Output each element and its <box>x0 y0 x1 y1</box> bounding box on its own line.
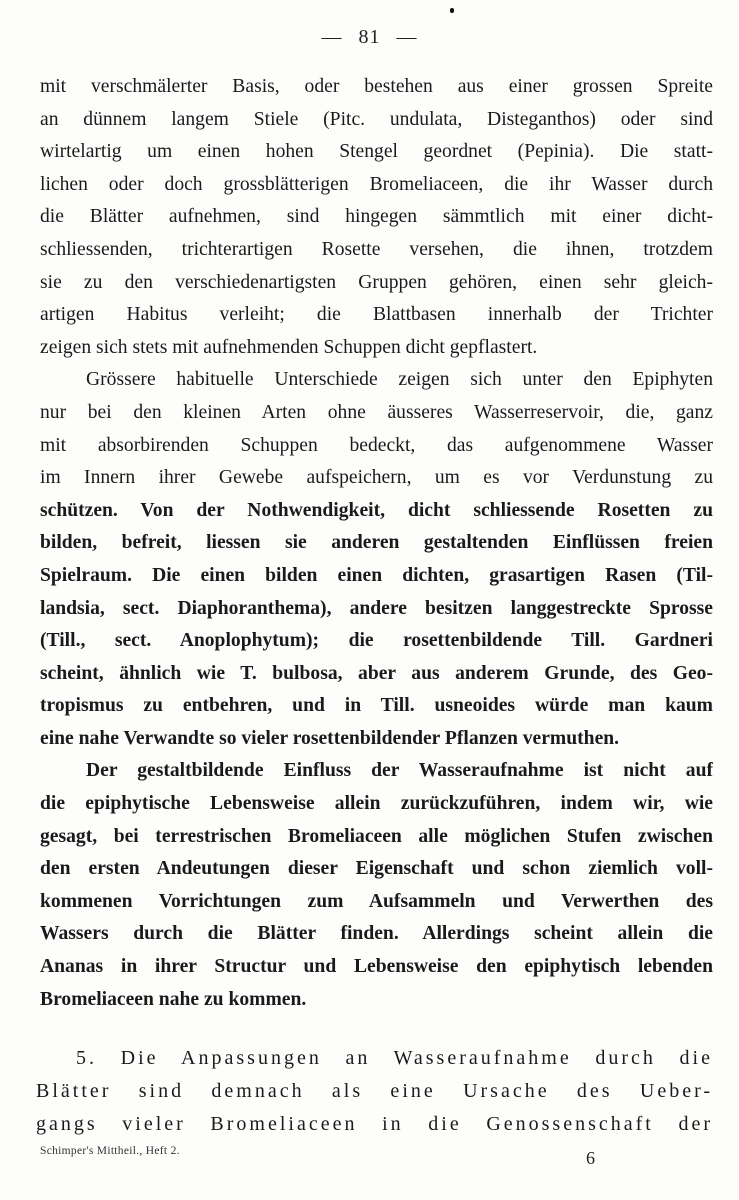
section-line: Blätter sind demnach als eine Ursache des Ueber- <box>36 1080 713 1102</box>
text-line: Grössere habituelle Unterschiede zeigen sich unter den Epiphyten <box>86 369 713 391</box>
text-line: mit verschmälerter Basis, oder bestehen aus einer grossen Spreite <box>40 76 713 97</box>
text-line: an dünnem langem Stiele (Pitc. undulata, Disteganthos) oder sind <box>40 108 713 130</box>
body-text <box>40 71 713 1016</box>
text-line: die epiphytische Lebensweise allein zurückzuführen, indem wir, wie <box>40 793 713 815</box>
text-line: Spielraum. Die einen bilden einen dichten, grasartigen Rasen (Til- <box>40 564 713 586</box>
text-line: nur bei den kleinen Arten ohne äusseres Wasserreservoir, die, ganz <box>40 401 713 423</box>
page-header <box>0 26 739 49</box>
ink-speck <box>450 8 454 13</box>
text-line: wirtelartig um einen hohen Stengel geordnet (Pepinia). Die statt- <box>40 141 713 163</box>
text-line: eine nahe Verwandte so vieler rosettenbildender Pflanzen vermuthen. <box>40 727 620 749</box>
text-line: kommenen Vorrichtungen zum Aufsammeln und Verwerthen des <box>40 890 713 912</box>
text-line: lichen oder doch grossblätterigen Bromeliaceen, die ihr Wasser durch <box>40 173 713 195</box>
text-line: gesagt, bei terrestrischen Bromeliaceen alle möglichen Stufen zwischen <box>40 825 713 847</box>
text-line: im Innern ihrer Gewebe aufspeichern, um es vor Verdunstung zu <box>40 467 713 489</box>
text-line: bilden, befreit, liessen sie anderen gestaltenden Einflüssen freien <box>40 532 713 554</box>
text-line: schliessenden, trichterartigen Rosette versehen, die ihnen, trotzdem <box>40 238 713 260</box>
text-line: schützen. Von der Nothwendigkeit, dicht schliessende Rosetten zu <box>40 499 713 521</box>
text-line: (Till., sect. Anoplophytum); die rosettenbildende Till. Gardneri <box>40 630 713 652</box>
text-line: den ersten Andeutungen dieser Eigenschaft und schon ziemlich voll- <box>40 858 713 880</box>
section-line: 5. Die Anpassungen an Wasseraufnahme durch die <box>76 1047 713 1069</box>
text-line: mit absorbirenden Schuppen bedeckt, das aufgenommene Wasser <box>40 434 713 456</box>
header-dash-right: — <box>396 26 418 48</box>
text-line: zeigen sich stets mit aufnehmenden Schuppen dicht gepflastert. <box>40 336 538 358</box>
text-line: sie zu den verschiedenartigsten Gruppen gehören, einen sehr gleich- <box>40 271 713 293</box>
text-line: landsia, sect. Diaphoranthema), andere besitzen langgestreckte Sprosse <box>40 597 713 619</box>
text-line: Wassers durch die Blätter finden. Allerdings scheint allein die <box>40 923 713 945</box>
text-line: Bromeliaceen nahe zu kommen. <box>40 988 307 1010</box>
text-line: artigen Habitus verleiht; die Blattbasen innerhalb der Trichter <box>40 304 713 326</box>
text-line: Der gestaltbildende Einfluss der Wasseraufnahme ist nicht auf <box>86 760 713 782</box>
text-line: scheint, ähnlich wie T. bulbosa, aber aus anderem Grunde, des Geo- <box>40 662 713 684</box>
section-5 <box>36 1042 713 1141</box>
text-line: tropismus zu entbehren, und in Till. usneoides würde man kaum <box>40 695 713 717</box>
footer-source: Schimper's Mittheil., Heft 2. <box>40 1145 180 1157</box>
header-dash-left: — <box>321 26 343 48</box>
text-line: Ananas in ihrer Structur und Lebensweise den epiphytisch lebenden <box>40 956 713 978</box>
section-line: gangs vieler Bromeliaceen in die Genossenschaft der <box>36 1113 713 1135</box>
page-number: 81 <box>358 26 381 48</box>
printer-signature: 6 <box>586 1148 595 1168</box>
text-line: die Blätter aufnehmen, sind hingegen sämmtlich mit einer dicht- <box>40 206 713 228</box>
